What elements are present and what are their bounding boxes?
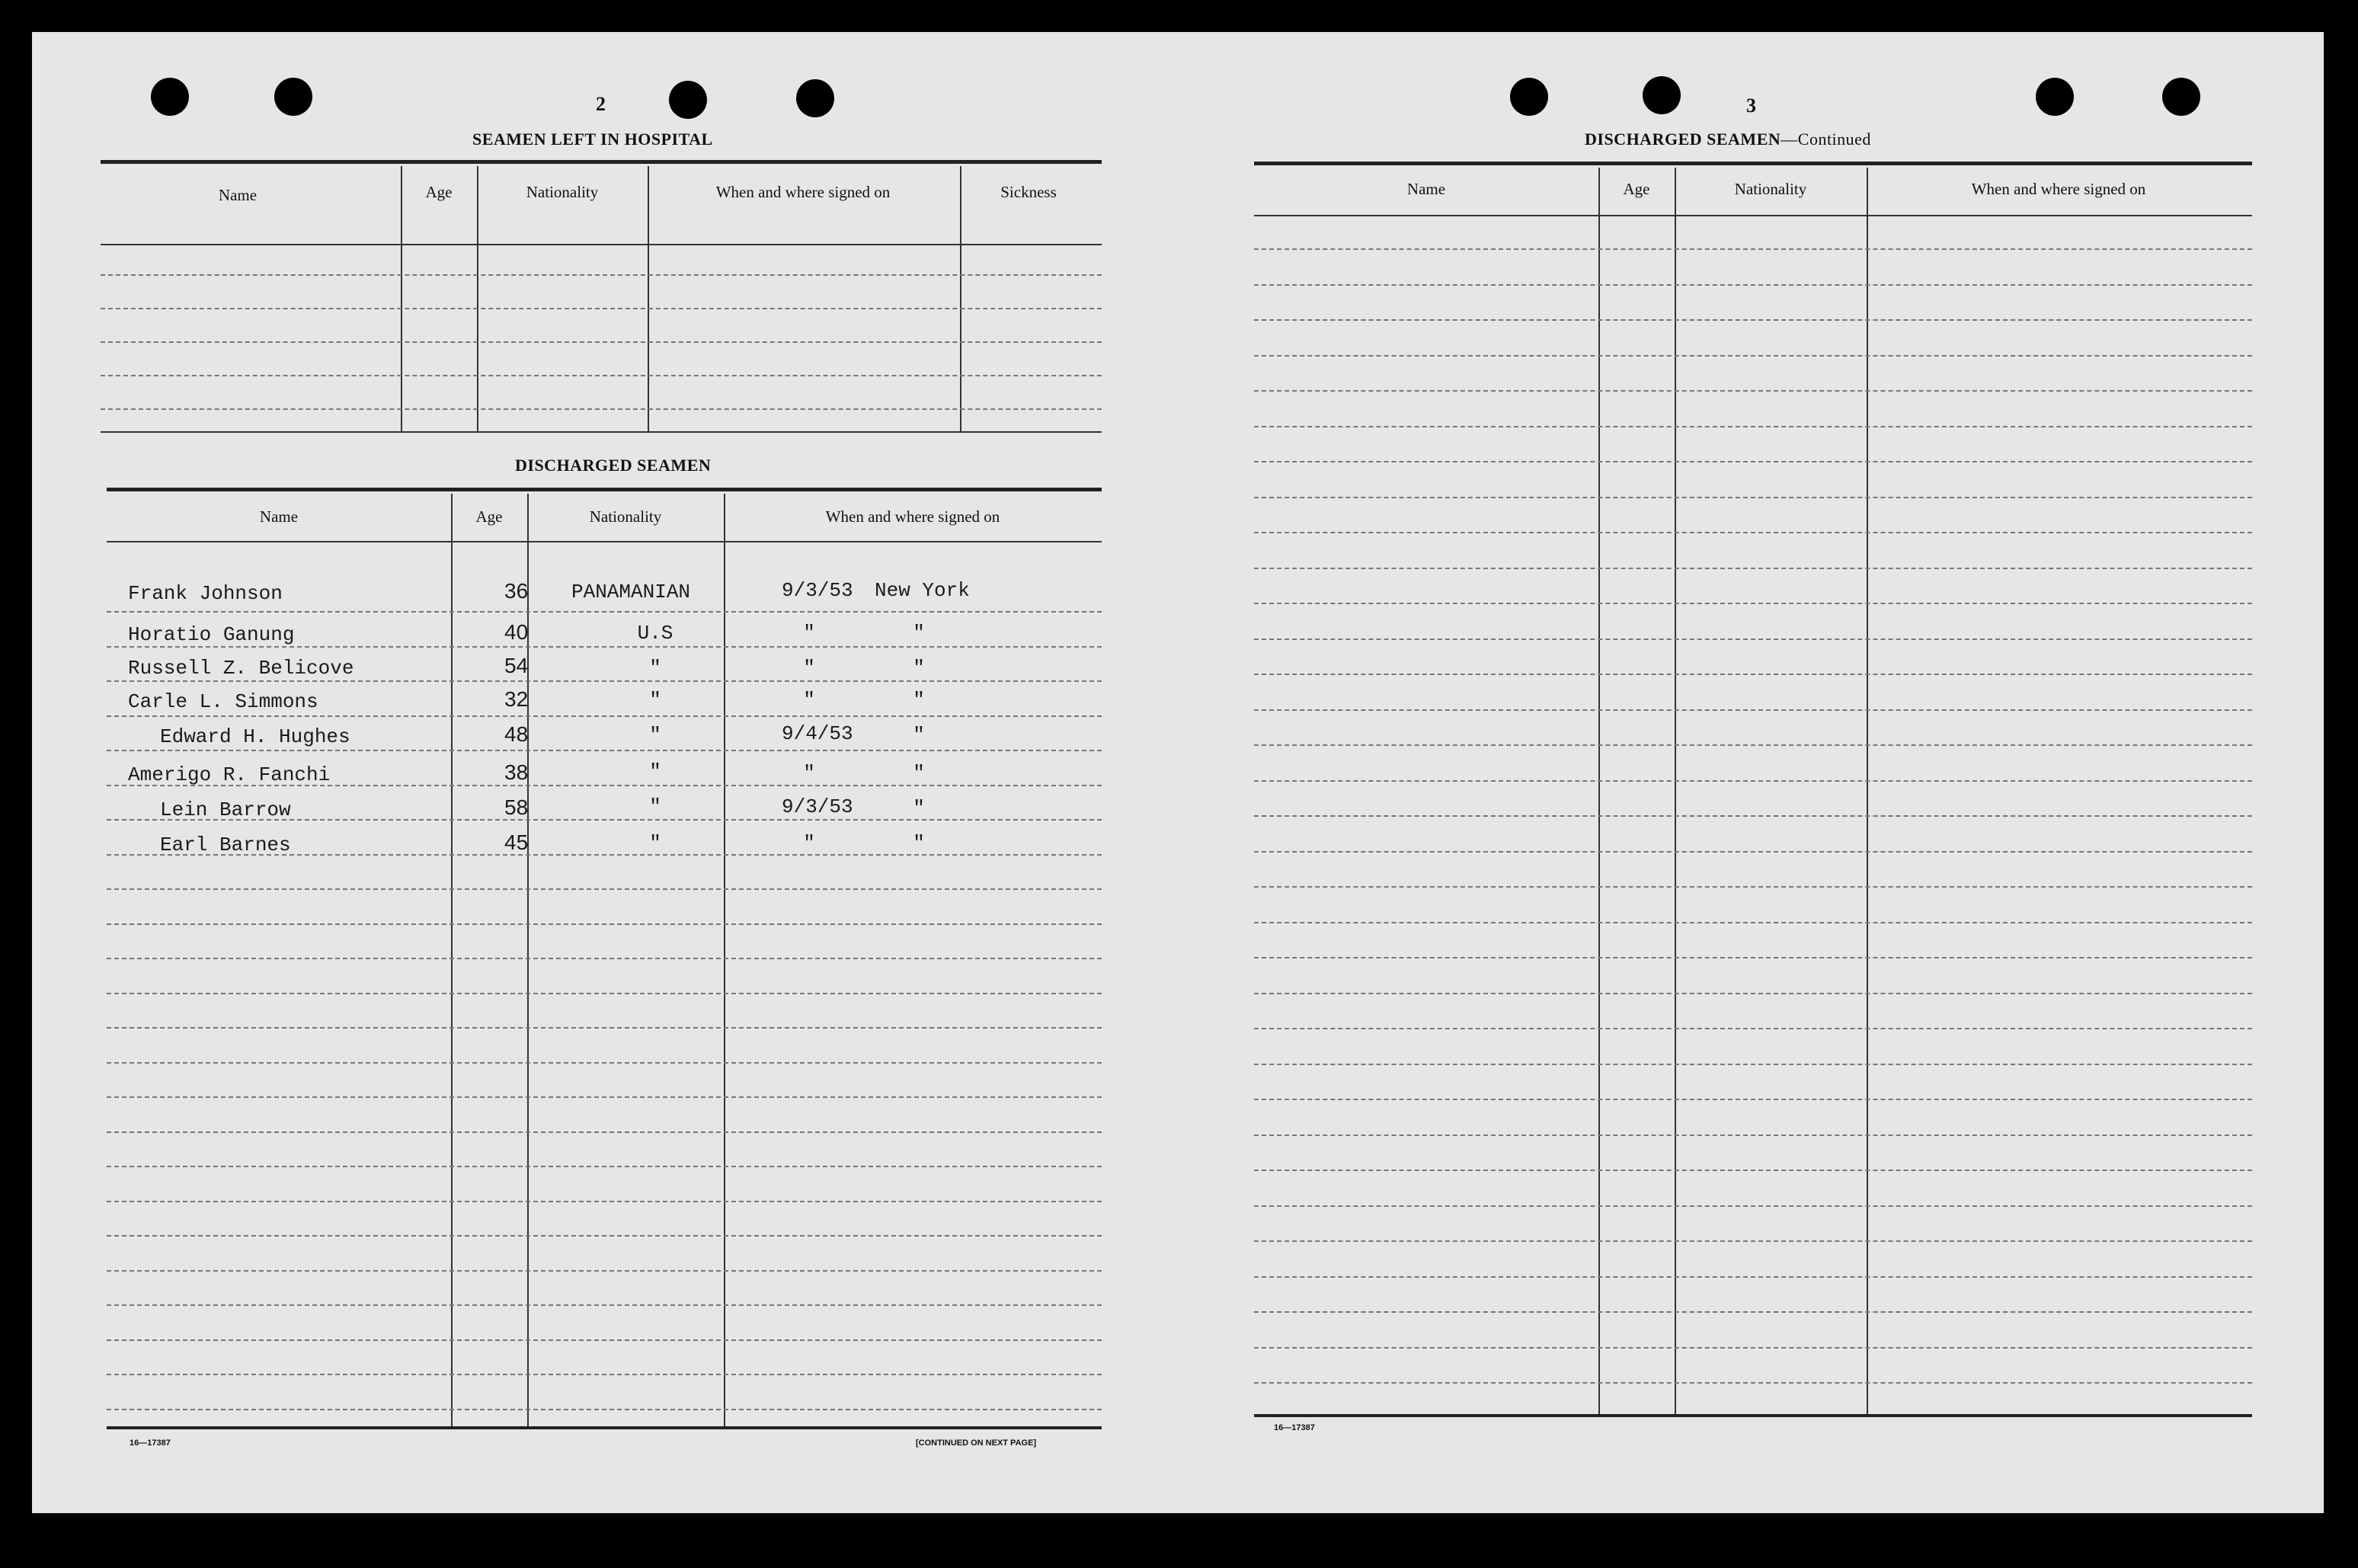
row-line xyxy=(1254,1311,2252,1313)
punch-hole xyxy=(1510,78,1548,116)
seaman-name: Edward H. Hughes xyxy=(160,725,350,748)
form-number: 16—17387 xyxy=(130,1438,171,1448)
row-line xyxy=(107,1270,1102,1272)
seaman-nationality: " xyxy=(649,657,661,680)
row-line xyxy=(1254,1240,2252,1242)
continued-note: [CONTINUED ON NEXT PAGE] xyxy=(916,1438,1037,1448)
row-line xyxy=(107,1062,1102,1064)
seaman-age: 32 xyxy=(504,687,529,711)
seaman-nationality: " xyxy=(649,795,661,818)
row-line xyxy=(107,1166,1102,1167)
column-divider xyxy=(401,166,402,433)
row-line xyxy=(1254,993,2252,994)
header-name: Name xyxy=(218,186,258,204)
signed-on-date: 9/3/53 xyxy=(782,579,853,602)
row-line xyxy=(1254,851,2252,853)
signed-on-place: " xyxy=(913,797,925,820)
document-sheet xyxy=(32,32,2324,1513)
header-nationality: Nationality xyxy=(526,183,599,201)
row-line xyxy=(107,958,1102,959)
header-age: Age xyxy=(425,183,453,201)
signed-on-place: New York xyxy=(875,579,970,602)
row-line xyxy=(1254,638,2252,640)
signed-on-date: 9/4/53 xyxy=(782,722,853,745)
row-line xyxy=(107,1096,1102,1098)
seaman-nationality: PANAMANIAN xyxy=(571,581,691,603)
row-line xyxy=(1254,284,2252,286)
header-bottom-rule xyxy=(101,244,1102,245)
column-divider xyxy=(960,166,961,433)
row-line xyxy=(107,1409,1102,1410)
seaman-nationality: " xyxy=(649,832,661,855)
signed-on-date: 9/3/53 xyxy=(782,795,853,818)
seaman-age: 40 xyxy=(504,620,529,644)
row-line xyxy=(1254,1170,2252,1171)
header-bottom-rule xyxy=(1254,215,2252,216)
form-number: 16—17387 xyxy=(1274,1423,1315,1432)
row-line xyxy=(1254,1099,2252,1100)
punch-hole xyxy=(2162,78,2200,116)
row-line xyxy=(1254,1382,2252,1384)
row-line xyxy=(1254,319,2252,321)
row-line xyxy=(1254,390,2252,392)
header-when-where: When and where signed on xyxy=(825,507,1000,526)
seaman-age: 45 xyxy=(504,830,529,854)
row-line xyxy=(107,1235,1102,1237)
punch-hole xyxy=(796,79,834,117)
punch-hole xyxy=(151,78,189,116)
row-line xyxy=(1254,603,2252,604)
header-age: Age xyxy=(475,507,503,526)
row-line xyxy=(1254,1347,2252,1349)
seaman-name: Frank Johnson xyxy=(128,582,283,605)
row-line xyxy=(1254,1028,2252,1029)
signed-on-date: " xyxy=(803,832,815,855)
row-line xyxy=(107,993,1102,994)
title-continued: —Continued xyxy=(1780,130,1871,149)
row-line xyxy=(107,1201,1102,1202)
row-line xyxy=(107,888,1102,890)
table-bottom-rule xyxy=(107,1426,1102,1429)
seaman-name: Carle L. Simmons xyxy=(128,690,318,713)
row-line xyxy=(101,274,1102,276)
row-line xyxy=(1254,426,2252,427)
row-line xyxy=(1254,815,2252,817)
seaman-name: Horatio Ganung xyxy=(128,623,295,646)
punch-hole xyxy=(669,81,707,119)
signed-on-date: " xyxy=(803,657,815,680)
page-number: 2 xyxy=(596,93,606,115)
seaman-nationality: " xyxy=(649,689,661,712)
header-when-where: When and where signed on xyxy=(1971,180,2146,198)
header-age: Age xyxy=(1623,180,1650,198)
signed-on-date: " xyxy=(803,762,815,785)
row-line xyxy=(1254,1205,2252,1207)
table-top-rule xyxy=(107,488,1102,491)
seaman-name: Lein Barrow xyxy=(160,798,291,821)
signed-on-place: " xyxy=(913,689,925,712)
row-line xyxy=(107,750,1102,751)
row-line xyxy=(1254,497,2252,498)
row-line xyxy=(101,308,1102,309)
row-line xyxy=(1254,355,2252,357)
row-line xyxy=(107,1027,1102,1029)
row-line xyxy=(101,341,1102,343)
row-line xyxy=(1254,674,2252,675)
row-line xyxy=(107,715,1102,717)
row-line xyxy=(1254,886,2252,888)
seaman-nationality: " xyxy=(649,724,661,747)
seaman-nationality: U.S xyxy=(637,622,673,645)
row-line xyxy=(107,923,1102,925)
row-line xyxy=(1254,780,2252,782)
header-sickness: Sickness xyxy=(1000,183,1057,201)
row-line xyxy=(101,375,1102,376)
signed-on-date: " xyxy=(803,622,815,645)
header-name: Name xyxy=(259,507,299,526)
signed-on-place: " xyxy=(913,657,925,680)
table-bottom-rule xyxy=(1254,1414,2252,1417)
row-line xyxy=(1254,957,2252,958)
header-nationality: Nationality xyxy=(1734,180,1807,198)
signed-on-date: " xyxy=(803,689,815,712)
header-nationality: Nationality xyxy=(589,507,662,526)
column-divider xyxy=(724,494,725,1426)
row-line xyxy=(107,1374,1102,1375)
row-line xyxy=(107,1304,1102,1306)
row-line xyxy=(1254,1276,2252,1278)
punch-hole xyxy=(1643,76,1681,114)
seaman-age: 38 xyxy=(504,760,529,784)
column-divider xyxy=(477,166,478,433)
signed-on-place: " xyxy=(913,724,925,747)
row-line xyxy=(107,1339,1102,1341)
header-bottom-rule xyxy=(107,541,1102,542)
row-line xyxy=(107,680,1102,682)
punch-hole xyxy=(274,78,312,116)
seaman-name: Earl Barnes xyxy=(160,834,291,856)
row-line xyxy=(1254,1064,2252,1065)
column-divider xyxy=(648,166,649,433)
hospital-section-title: SEAMEN LEFT IN HOSPITAL xyxy=(472,130,713,149)
row-line xyxy=(107,611,1102,613)
header-name: Name xyxy=(1406,180,1446,198)
discharged-section-title: DISCHARGED SEAMEN xyxy=(515,456,712,475)
seaman-name: Russell Z. Belicove xyxy=(128,657,354,680)
table-bottom-rule xyxy=(101,431,1102,433)
seaman-name: Amerigo R. Fanchi xyxy=(128,763,331,786)
row-line xyxy=(1254,248,2252,250)
table-top-rule xyxy=(1254,162,2252,165)
row-line xyxy=(101,408,1102,410)
row-line xyxy=(107,1131,1102,1133)
row-line xyxy=(1254,532,2252,533)
seaman-age: 36 xyxy=(504,579,529,603)
discharged-table xyxy=(107,488,1102,1431)
discharged-continued-title xyxy=(1585,130,1871,149)
row-line xyxy=(1254,568,2252,569)
signed-on-place: " xyxy=(913,832,925,855)
row-line xyxy=(1254,461,2252,462)
hospital-table xyxy=(101,160,1102,434)
row-line xyxy=(1254,744,2252,746)
seaman-age: 58 xyxy=(504,795,529,819)
title-main: DISCHARGED SEAMEN xyxy=(1585,130,1781,149)
row-line xyxy=(1254,1134,2252,1136)
seaman-age: 54 xyxy=(504,654,529,677)
seaman-nationality: " xyxy=(649,760,661,783)
seaman-age: 48 xyxy=(504,722,529,746)
table-top-rule xyxy=(101,160,1102,164)
header-when-where: When and where signed on xyxy=(715,183,891,201)
column-divider xyxy=(451,494,453,1426)
row-line xyxy=(1254,709,2252,711)
discharged-continued-table xyxy=(1254,162,2252,1417)
signed-on-place: " xyxy=(913,622,925,645)
signed-on-place: " xyxy=(913,762,925,785)
row-line xyxy=(1254,922,2252,923)
punch-hole xyxy=(2036,78,2074,116)
page-number: 3 xyxy=(1746,94,1756,117)
